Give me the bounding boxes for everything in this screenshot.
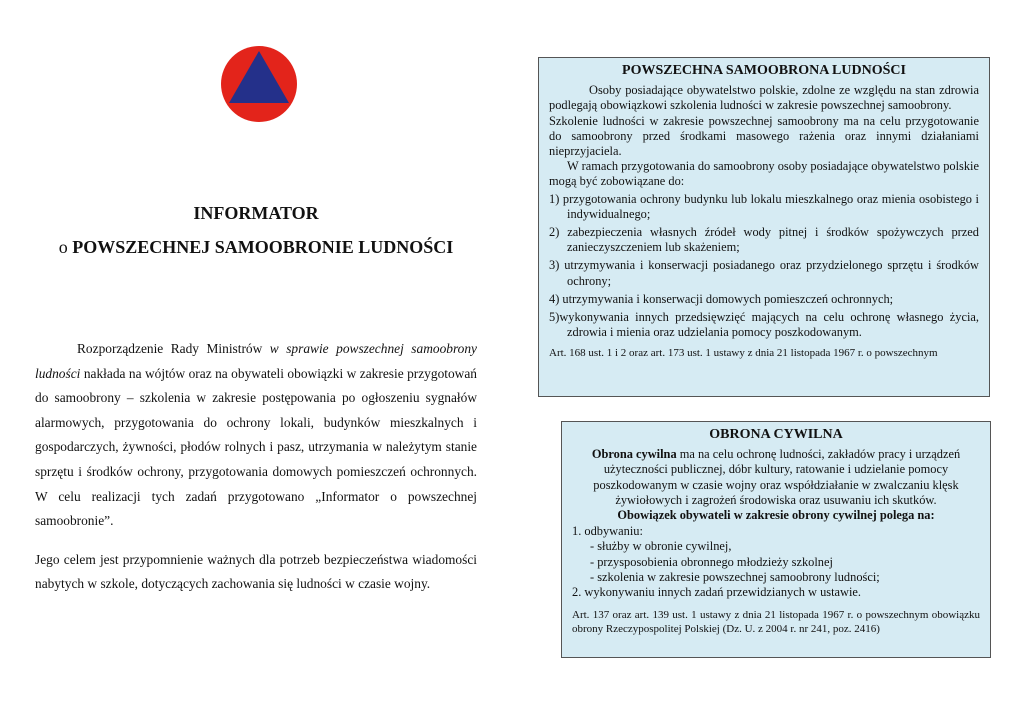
list-item bbox=[572, 524, 980, 585]
list-item: - przysposobienia obronnego młodzieży szkolnej bbox=[590, 554, 833, 569]
self-defence-p2: Szkolenie ludności w zakresie powszechnej samoobrony ma na celu przygotowanie do samoobrony przed środkami masowego rażenia oraz innymi działaniami nieprzyjaciela. bbox=[549, 113, 979, 159]
list-item: 2. wykonywaniu innych zadań przewidzianych w ustawie. bbox=[572, 585, 862, 600]
civil-defence-p1 bbox=[572, 447, 980, 508]
intro-italic: w sprawie powszechnej samoobrony ludności bbox=[35, 341, 478, 381]
intro-paragraph bbox=[35, 337, 477, 534]
list-item: 2) zabezpieczenia własnych źródeł wody pitnej i środków spożywczych przed zanieczyszczeniem lub skażeniem; bbox=[549, 225, 979, 255]
list-item: - szkolenia w zakresie powszechnej samoobrony ludności; bbox=[590, 569, 880, 584]
duty-item-1: 1. odbywaniu: bbox=[572, 524, 643, 539]
civil-defence-logo bbox=[221, 46, 297, 122]
civil-defence-duties bbox=[572, 524, 980, 600]
duty-sublist bbox=[572, 539, 980, 585]
civil-defence-duty-heading: Obowiązek obywateli w zakresie obrony cywilnej polega na: bbox=[617, 508, 935, 523]
list-item: 1) przygotowania ochrony budynku lub lokalu mieszkalnego oraz mienia osobistego i indywidualnego; bbox=[549, 191, 979, 221]
self-defence-title: POWSZECHNA SAMOOBRONA LUDNOŚCI bbox=[622, 63, 906, 78]
civil-defence-definition: ma na celu ochronę ludności, zakładów pracy i urządzeń użyteczności publicznej, dóbr kultury, ratowanie i udzielanie pomocy poszkodowanym w czasie wojny oraz współdziałanie w zwalczaniu klęsk żywiołowych i zagrożeń środowiska oraz usuwaniu ich skutków. bbox=[593, 447, 961, 507]
page-subtitle bbox=[0, 237, 512, 258]
list-item: 3) utrzymywania i konserwacji posiadanego oraz przydzielonego sprzętu i środków ochrony; bbox=[549, 258, 979, 288]
list-item: 4) utrzymywania i konserwacji domowych pomieszczeń ochronnych; bbox=[549, 291, 894, 306]
self-defence-source: Art. 168 ust. 1 i 2 oraz art. 173 ust. 1 ustawy z dnia 21 listopada 1967 r. o powszechnym bbox=[549, 347, 938, 360]
subtitle-prefix: o bbox=[58, 237, 73, 257]
self-defence-p1: Osoby posiadające obywatelstwo polskie, zdolne ze względu na stan zdrowia podlegają obowiązkowi szkolenia ludności w zakresie powszechnej samoobrony. bbox=[549, 83, 979, 113]
page-title: INFORMATOR bbox=[193, 203, 319, 223]
list-item: 5)wykonywania innych przedsięwzięć mających na celu ochronę własnego życia, zdrowia i mienia oraz udzielania pomocy poszkodowanym. bbox=[549, 310, 979, 340]
purpose-paragraph: Jego celem jest przypomnienie ważnych dla potrzeb bezpieczeństwa wiadomości nabytych w szkole, dotyczących zachowania się ludności w czasie wojny. bbox=[35, 552, 477, 591]
self-defence-p3: W ramach przygotowania do samoobrony osoby posiadające obywatelstwo polskie mogą być zobowiązane do: bbox=[549, 159, 980, 189]
list-item: - służby w obronie cywilnej, bbox=[590, 539, 732, 554]
civil-defence-source: Art. 137 oraz art. 139 ust. 1 ustawy z dnia 21 listopada 1967 r. o powszechnym obowiązku obrony Rzeczypospolitej Polskiej (Dz. U. z 2004 r. nr 241, poz. 2416) bbox=[572, 609, 980, 636]
self-defence-list bbox=[549, 192, 979, 341]
intro-start: Rozporządzenie Rady Ministrów bbox=[77, 341, 270, 356]
self-defence-box bbox=[538, 57, 990, 397]
intro-rest: nakłada na wójtów oraz na obywateli obowiązki w zakresie przygotowań do samoobrony – szkolenia w zakresie postępowania po ogłoszeniu sygnałów alarmowych, przygotowania do ochrony lokali, budynków mieszkalnych i gospodarczych, żywności, płodów rolnych i pasz, utrzymania w należytym stanie sprzętu i środków ochrony, przygotowania domowych pomieszczeń ochronnych. W celu realizacji tych zadań przygotowano „Informator o powszechnej samoobronie”. bbox=[35, 365, 477, 529]
civil-defence-term: Obrona cywilna bbox=[591, 447, 677, 462]
subtitle-main: POWSZECHNEJ SAMOOBRONIE LUDNOŚCI bbox=[72, 237, 454, 257]
civil-defence-box bbox=[561, 421, 991, 658]
civil-defence-title: OBRONA CYWILNA bbox=[709, 427, 843, 442]
